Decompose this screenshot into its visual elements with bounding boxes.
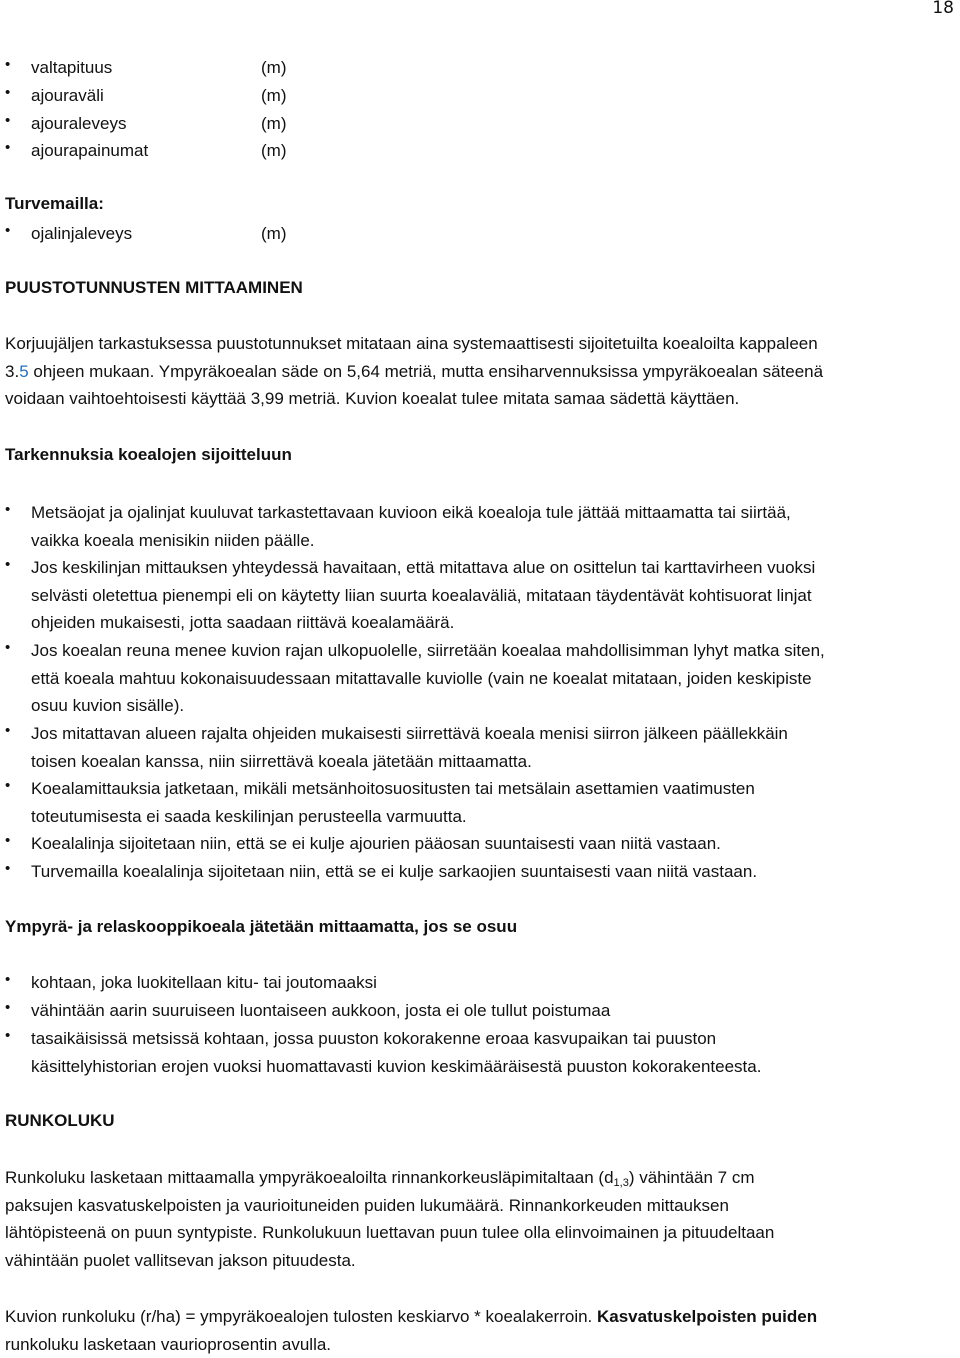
list-item-text [31,969,377,997]
bullet-icon: • [5,139,11,156]
bullet-icon: • [5,639,11,656]
text-span: 3. [5,361,20,381]
paragraph-line [5,358,823,386]
measure-label: ajourapainumat [31,141,149,160]
bullet-icon: • [5,1027,11,1044]
line: selvästi oletettua pienempi eli on käytetty liian suurta koealaväliä, mitataan täydentävät kohtisuorat linjat [31,585,812,605]
list-item-text [31,830,721,858]
bullet-icon: • [5,722,11,739]
line: Turvemailla koealalinja sijoitetaan niin, että se ei kulje sarkaojien suuntaisesti vaan niitä vastaan. [31,862,758,881]
section-heading: PUUSTOTUNNUSTEN MITTAAMINEN [5,278,303,297]
measure-unit: (m) [261,224,287,243]
line: käsittelyhistorian erojen vuoksi huomattavasti kuvion keskimääräisestä puuston kokorakenteesta. [31,1056,762,1076]
bullet-icon: • [5,777,11,794]
line: Koealamittauksia jatketaan, mikäli metsänhoitosuositusten tai metsälain asettamien vaatimusten [31,779,755,798]
list-item-text [31,997,610,1025]
section-link[interactable]: 5 [19,361,29,381]
bold-text: Kasvatuskelpoisten puiden [597,1307,818,1326]
measure-label: valtapituus [31,58,113,77]
paragraph-line: Korjuujäljen tarkastuksessa puustotunnukset mitataan aina systemaattisesti sijoitetuilta koealoilta kappaleen [5,334,818,353]
section-heading: Tarkennuksia koealojen sijoitteluun [5,445,292,464]
bullet-icon: • [5,501,11,518]
line: Koealalinja sijoitetaan niin, että se ei kulje ajourien pääosan suuntaisesti vaan niitä vastaan. [31,834,721,853]
line: vähintään aarin suuruiseen luontaiseen aukkoon, josta ei ole tullut poistumaa [31,1001,611,1020]
bullet-icon: • [5,222,11,239]
paragraph-line [5,1303,817,1331]
measure-unit: (m) [261,86,287,105]
line: ohjeiden mukaisesti, jotta saadaan riittävä koealamäärä. [31,613,455,633]
list-item-text [31,858,757,886]
subscript: 1,3 [613,1177,629,1189]
bullet-icon: • [5,56,11,73]
line: Jos keskilinjan mittauksen yhteydessä havaitaan, että mitattava alue on osittelun tai karttavirheen vuoksi [31,558,816,577]
paragraph-line [5,1164,774,1192]
line: kohtaan, joka luokitellaan kitu- tai joutomaaksi [31,973,377,992]
bullet-icon: • [5,860,11,877]
paragraph [5,1303,817,1358]
measure-unit: (m) [261,58,287,77]
paragraph-line: runkoluku lasketaan vaurioprosentin avulla. [5,1334,332,1354]
line: Metsäojat ja ojalinjat kuuluvat tarkastettavaan kuvioon eikä koealoja tule jättää mittaamatta tai siirtää, [31,503,791,522]
bullet-icon: • [5,999,11,1016]
paragraph [5,1164,774,1274]
paragraph-line: vähintään puolet vallitsevan jakson pituudesta. [5,1250,356,1270]
text-span: ohjeen mukaan. Ympyräkoealan säde on 5,64 metriä, mutta ensiharvennuksissa ympyräkoealan säteenä [28,361,824,381]
measure-unit: (m) [261,114,287,133]
measure-unit: (m) [261,141,287,160]
list-item-text [31,775,755,830]
line: tasaikäisissä metsissä kohtaan, jossa puuston kokorakenne eroaa kasvupaikan tai puuston [31,1029,717,1048]
line: että koeala mahtuu kokonaisuudessaan mitattavalle kuviolle (vain ne koealat mitataan, joiden keskipiste [31,668,812,688]
measure-label: ajouraleveys [31,114,127,133]
list-item-text [31,720,788,775]
list-item-text [31,499,791,554]
paragraph-line: lähtöpisteenä on puun syntypiste. Runkolukuun luettavan puun tulee olla elinvoimainen ja pituudeltaan [5,1223,775,1243]
list-item-text [31,637,825,720]
text-span: Kuvion runkoluku (r/ha) = ympyräkoealojen tulosten keskiarvo * koealakerroin. [5,1307,597,1326]
line: Jos koealan reuna menee kuvion rajan ulkopuolelle, siirretään koealaa mahdollisimman lyhyt matka siten, [31,641,825,660]
list-item-text [31,1025,761,1080]
paragraph [5,330,823,413]
turve-heading: Turvemailla: [5,194,104,213]
bullet-icon: • [5,556,11,573]
section-heading: Ympyrä- ja relaskooppikoeala jätetään mittaamatta, jos se osuu [5,917,518,936]
paragraph-line: paksujen kasvatuskelpoisten ja vaurioituneiden puiden lukumäärä. Rinnankorkeuden mittauksen [5,1195,729,1215]
paragraph-line: voidaan vaihtoehtoisesti käyttää 3,99 metriä. Kuvion koealat tulee mitata samaa sädettä käyttäen. [5,389,740,409]
bullet-icon: • [5,84,11,101]
bullet-icon: • [5,832,11,849]
list-item-text [31,554,815,637]
line: vaikka koeala menisikin niiden päälle. [31,530,315,550]
line: toteutumisesta ei saada keskilinjan perusteella varmuutta. [31,806,467,826]
text-span: ) vähintään 7 cm [628,1168,755,1187]
line: osuu kuvion sisälle). [31,696,185,716]
bullet-icon: • [5,971,11,988]
page-number: 18 [932,0,954,18]
measure-label: ajouraväli [31,86,104,105]
line: Jos mitattavan alueen rajalta ohjeiden mukaisesti siirrettävä koeala menisi siirron jälkeen päällekkäin [31,724,788,743]
bullet-icon: • [5,112,11,129]
section-heading: RUNKOLUKU [5,1111,115,1130]
text-span: Runkoluku lasketaan mittaamalla ympyräkoealoilta rinnankorkeusläpimitaltaan (d [5,1168,614,1187]
measure-label: ojalinjaleveys [31,224,133,243]
line: toisen koealan kanssa, niin siirrettävä koeala jätetään mittaamatta. [31,751,532,771]
